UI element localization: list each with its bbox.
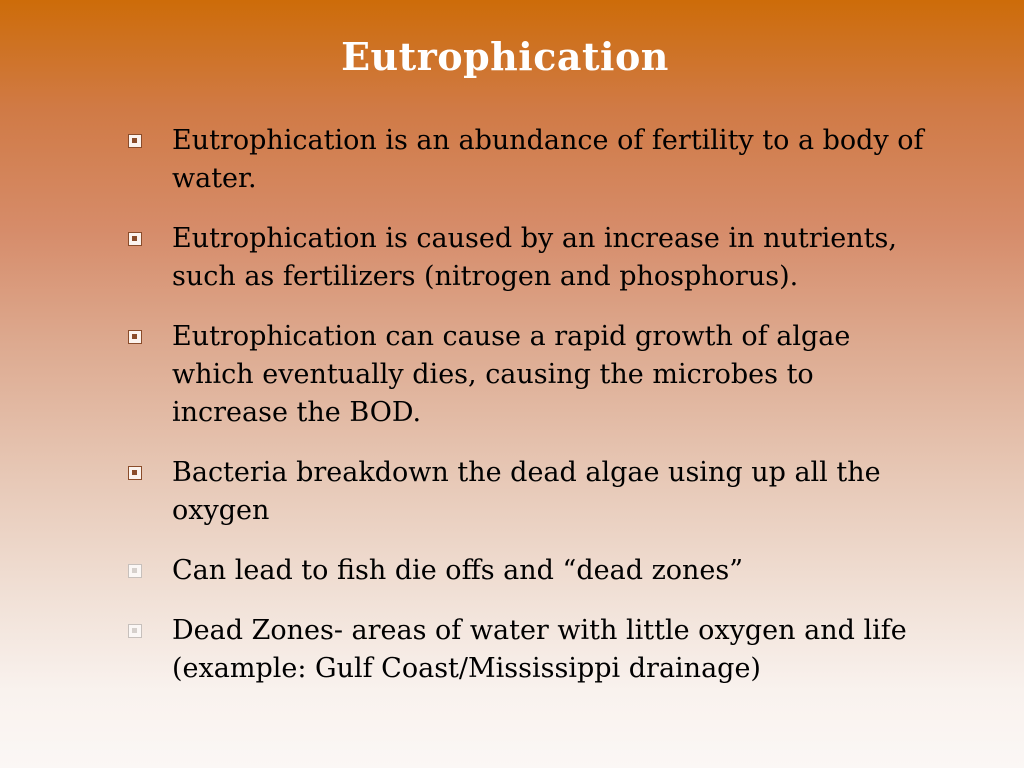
square-bullet-icon [128, 330, 142, 344]
square-bullet-icon [128, 624, 142, 638]
square-bullet-icon [128, 564, 142, 578]
bullet-text: Can lead to fish die offs and “dead zones” [172, 555, 744, 586]
bullet-text: Eutrophication can cause a rapid growth of algae which eventually dies, causing the microbes to increase the BOD. [172, 321, 851, 428]
bullet-text: Eutrophication is an abundance of fertility to a body of water. [172, 125, 924, 194]
slide-title: Eutrophication [341, 34, 669, 79]
square-bullet-icon [128, 134, 142, 148]
bullet-item [128, 220, 928, 296]
square-bullet-icon [128, 466, 142, 480]
square-bullet-icon [128, 232, 142, 246]
bullet-text: Bacteria breakdown the dead algae using up all the oxygen [172, 457, 881, 526]
bullet-item [128, 122, 928, 198]
bullet-text: Eutrophication is caused by an increase in nutrients, such as fertilizers (nitrogen and phosphorus). [172, 223, 897, 292]
bullet-item [128, 612, 928, 688]
bullet-item [128, 318, 928, 432]
bullet-item [128, 454, 928, 530]
bullet-text: Dead Zones- areas of water with little oxygen and life (example: Gulf Coast/Mississippi drainage) [172, 615, 907, 684]
bullet-list [128, 122, 928, 710]
bullet-item [128, 552, 928, 590]
